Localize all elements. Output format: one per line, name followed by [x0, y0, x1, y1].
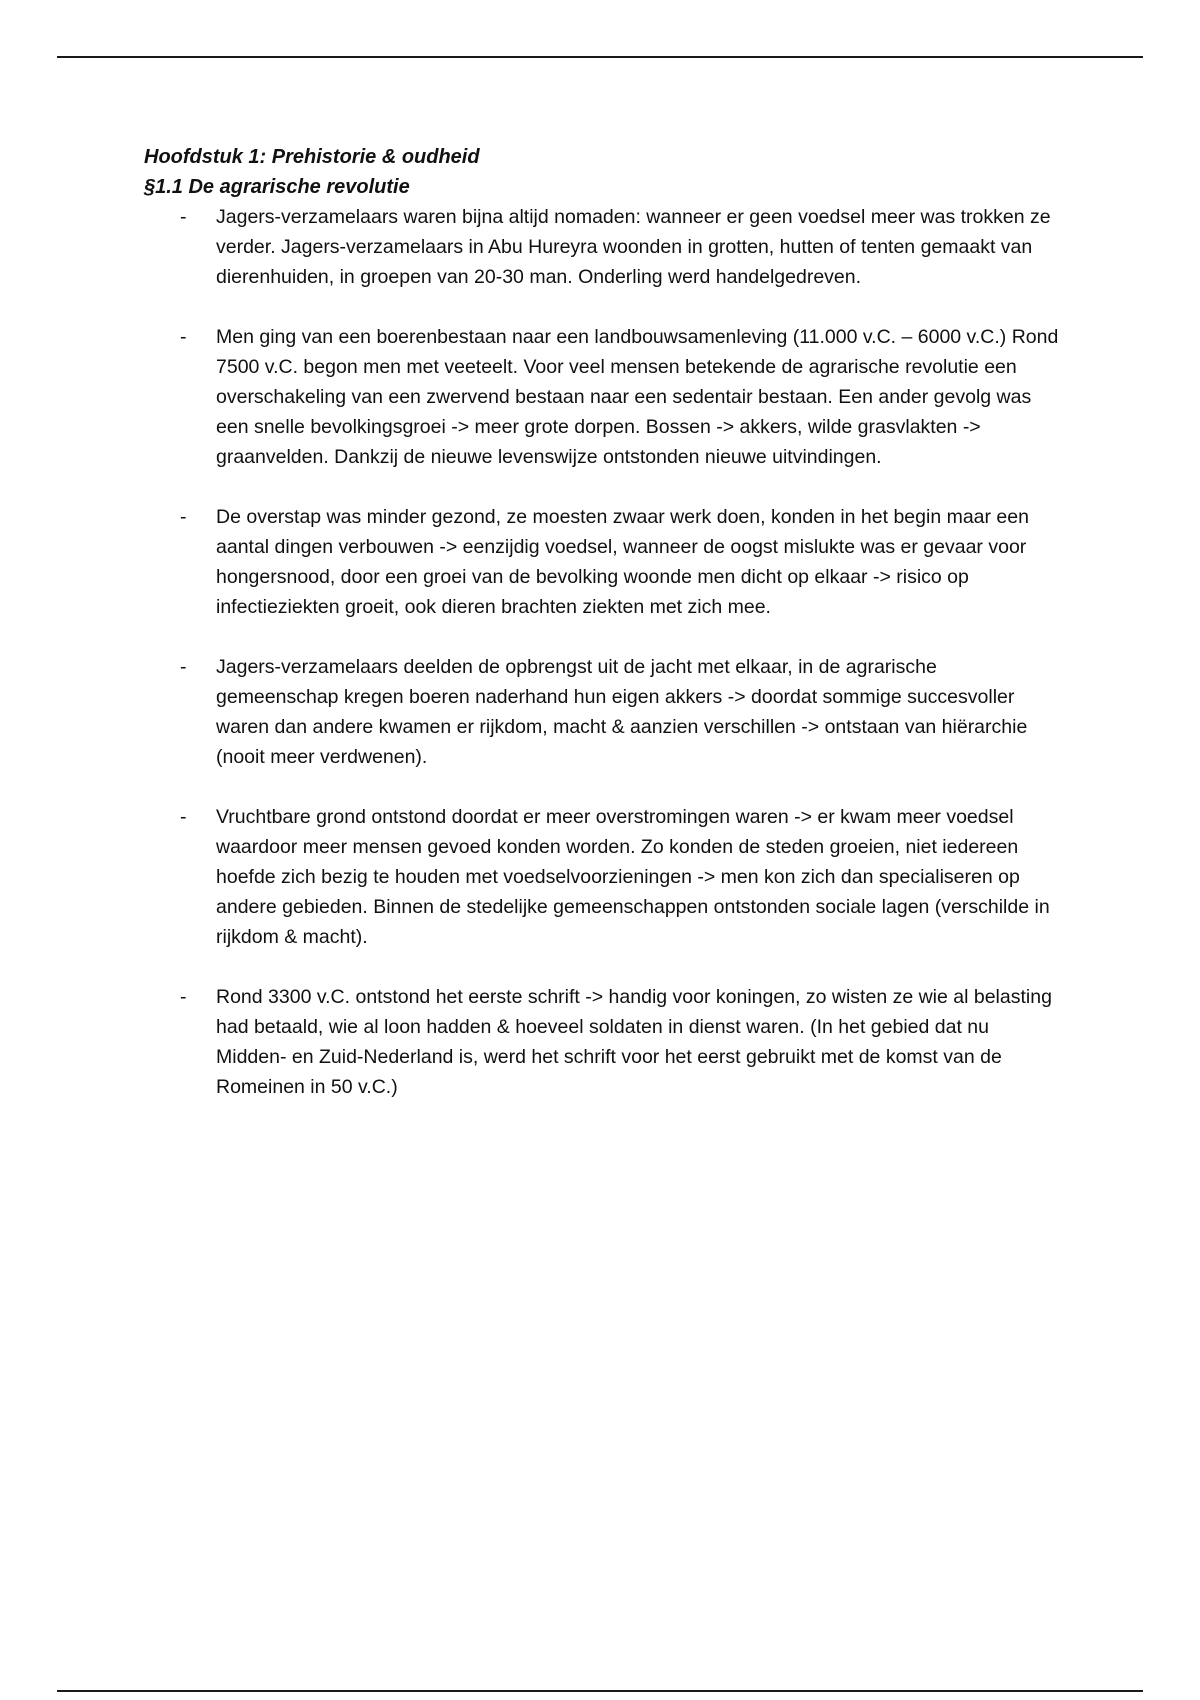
- list-item: [144, 202, 1064, 292]
- list-item: [144, 322, 1064, 472]
- document-body: [144, 142, 1064, 1132]
- header-rule: [57, 56, 1143, 58]
- list-item-text: Jagers-verzamelaars deelden de opbrengst uit de jacht met elkaar, in de agrarische gemeenschap kregen boeren naderhand hun eigen akkers -> doordat sommige succesvoller waren dan andere kwamen er rijkdom, macht & aanzien verschillen -> ontstaan van hiërarchie (nooit meer verdwenen).: [216, 656, 1028, 768]
- list-item-text: Jagers-verzamelaars waren bijna altijd nomaden: wanneer er geen voedsel meer was trokken ze verder. Jagers-verzamelaars in Abu Hureyra woonden in grotten, hutten of tenten gemaakt van dierenhuiden, in groepen van 20-30 man. Onderling werd handelgedreven.: [216, 206, 1051, 288]
- list-item-text: Vruchtbare grond ontstond doordat er meer overstromingen waren -> er kwam meer voedsel waardoor meer mensen gevoed konden worden. Zo konden de steden groeien, niet iedereen hoefde zich bezig te houden met voedselvoorzieningen -> men kon zich dan specialiseren op andere gebieden. Binnen de stedelijke gemeenschappen ontstonden sociale lagen (verschilde in rijkdom & macht).: [216, 806, 1050, 948]
- list-item-text: De overstap was minder gezond, ze moesten zwaar werk doen, konden in het begin maar een aantal dingen verbouwen -> eenzijdig voedsel, wanneer de oogst mislukte was er gevaar voor hongersnood, door een groei van de bevolking woonde men dicht op elkaar -> risico op infectieziekten groeit, ook dieren brachten ziekten met zich mee.: [216, 506, 1029, 618]
- bullet-marker: -: [180, 986, 187, 1008]
- bullet-marker: -: [180, 326, 187, 348]
- chapter-title: Hoofdstuk 1: Prehistorie & oudheid: [144, 146, 480, 168]
- bullet-marker: -: [180, 806, 187, 828]
- bullet-marker: -: [180, 506, 187, 528]
- list-item-text: Men ging van een boerenbestaan naar een landbouwsamenleving (11.000 v.C. – 6000 v.C.) Rond 7500 v.C. begon men met veeteelt. Voor veel mensen betekende de agrarische revolutie een overschakeling van een zwervend bestaan naar een sedentair bestaan. Een ander gevolg was een snelle bevolkingsgroei -> meer grote dorpen. Bossen -> akkers, wilde grasvlakten -> graanvelden. Dankzij de nieuwe levenswijze ontstonden nieuwe uitvindingen.: [216, 326, 1059, 468]
- bullet-marker: -: [180, 206, 187, 228]
- bullet-list: [144, 202, 1064, 1102]
- list-item-text: Rond 3300 v.C. ontstond het eerste schrift -> handig voor koningen, zo wisten ze wie al belasting had betaald, wie al loon hadden & hoeveel soldaten in dienst waren. (In het gebied dat nu Midden- en Zuid-Nederland is, werd het schrift voor het eerst gebruikt met de komst van de Romeinen in 50 v.C.): [216, 986, 1052, 1098]
- bullet-marker: -: [180, 656, 187, 678]
- list-item: [144, 652, 1064, 772]
- list-item: [144, 982, 1064, 1102]
- list-item: [144, 502, 1064, 622]
- footer-rule: [57, 1690, 1143, 1692]
- section-title: §1.1 De agrarische revolutie: [144, 176, 410, 198]
- list-item: [144, 802, 1064, 952]
